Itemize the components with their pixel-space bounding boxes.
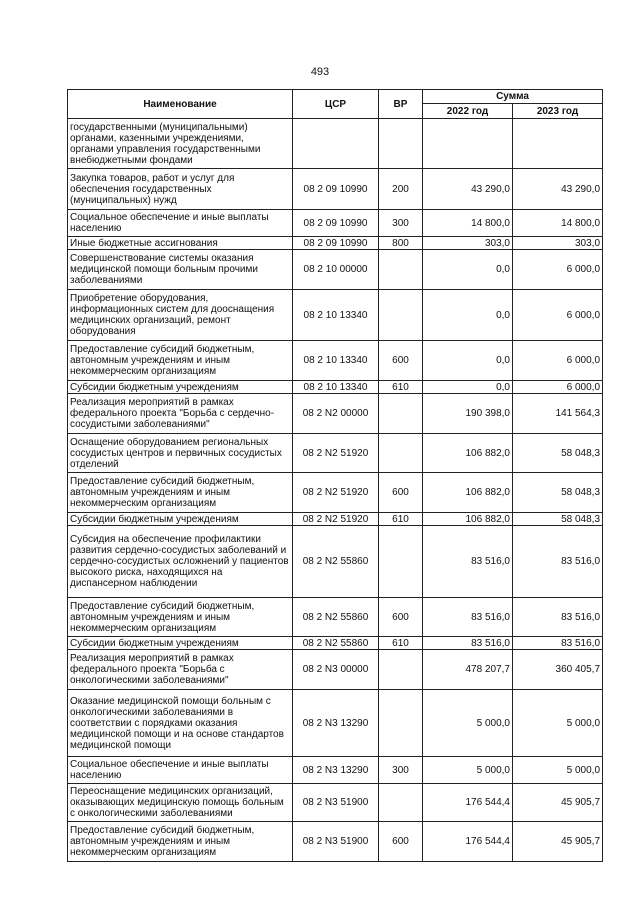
- row-value-2022: 0,0: [423, 341, 513, 381]
- row-value-2023: 5 000,0: [513, 757, 603, 784]
- row-csr: 08 2 N3 13290: [293, 690, 379, 757]
- row-vr: [379, 290, 423, 341]
- table-row: [68, 757, 603, 784]
- row-name: Субсидии бюджетным учреждениям: [68, 381, 293, 394]
- row-value-2022: 0,0: [423, 250, 513, 290]
- budget-table: [67, 89, 603, 862]
- row-value-2022: 43 290,0: [423, 169, 513, 210]
- row-value-2023: 83 516,0: [513, 637, 603, 650]
- row-name: Субсидия на обеспечение профилактики развития сердечно-сосудистых заболеваний и сердечно-сосудистых осложнений у пациентов высокого риска, находящихся на диспансерном наблюдении: [68, 526, 293, 598]
- row-value-2023: 6 000,0: [513, 250, 603, 290]
- table-row: [68, 513, 603, 526]
- row-value-2022: 106 882,0: [423, 513, 513, 526]
- row-value-2023: 45 905,7: [513, 822, 603, 862]
- row-name: Переоснащение медицинских организаций, оказывающих медицинскую помощь больным с онкологическими заболеваниями: [68, 784, 293, 822]
- row-value-2022: 190 398,0: [423, 394, 513, 434]
- row-value-2023: 83 516,0: [513, 598, 603, 637]
- row-name: Социальное обеспечение и иные выплаты населению: [68, 757, 293, 784]
- row-vr: 300: [379, 210, 423, 237]
- row-value-2022: 0,0: [423, 290, 513, 341]
- header-2022: 2022 год: [423, 104, 513, 119]
- row-vr: 610: [379, 513, 423, 526]
- row-vr: 300: [379, 757, 423, 784]
- table-row: [68, 250, 603, 290]
- row-name: Предоставление субсидий бюджетным, автономным учреждениям и иным некоммерческим организациям: [68, 341, 293, 381]
- row-name: Предоставление субсидий бюджетным, автономным учреждениям и иным некоммерческим организациям: [68, 598, 293, 637]
- row-vr: 610: [379, 637, 423, 650]
- row-vr: 600: [379, 822, 423, 862]
- row-value-2022: 478 207,7: [423, 650, 513, 690]
- row-csr: 08 2 N3 00000: [293, 650, 379, 690]
- row-csr: 08 2 N2 51920: [293, 513, 379, 526]
- table-row: [68, 784, 603, 822]
- row-name: Приобретение оборудования, информационных систем для дооснащения медицинских организаций, ремонт оборудования: [68, 290, 293, 341]
- row-value-2023: 43 290,0: [513, 169, 603, 210]
- row-csr: 08 2 N2 51920: [293, 473, 379, 513]
- header-csr: ЦСР: [293, 90, 379, 119]
- row-value-2022: 5 000,0: [423, 757, 513, 784]
- row-value-2023: 6 000,0: [513, 381, 603, 394]
- row-csr: 08 2 09 10990: [293, 237, 379, 250]
- table-row: [68, 473, 603, 513]
- table-row: [68, 119, 603, 169]
- table-row: [68, 434, 603, 473]
- header-2023: 2023 год: [513, 104, 603, 119]
- row-name: Субсидии бюджетным учреждениям: [68, 513, 293, 526]
- row-csr: 08 2 N2 55860: [293, 526, 379, 598]
- row-vr: [379, 119, 423, 169]
- row-csr: 08 2 N2 55860: [293, 598, 379, 637]
- header-sum: Сумма: [423, 90, 603, 104]
- row-value-2023: 303,0: [513, 237, 603, 250]
- row-name: Субсидии бюджетным учреждениям: [68, 637, 293, 650]
- row-value-2023: 83 516,0: [513, 526, 603, 598]
- row-csr: 08 2 N2 55860: [293, 637, 379, 650]
- row-csr: 08 2 09 10990: [293, 210, 379, 237]
- row-vr: 800: [379, 237, 423, 250]
- row-value-2023: 5 000,0: [513, 690, 603, 757]
- table-row: [68, 381, 603, 394]
- row-name: Иные бюджетные ассигнования: [68, 237, 293, 250]
- row-csr: 08 2 09 10990: [293, 169, 379, 210]
- row-value-2023: 6 000,0: [513, 290, 603, 341]
- row-csr: 08 2 N3 13290: [293, 757, 379, 784]
- row-value-2022: 303,0: [423, 237, 513, 250]
- row-value-2023: 6 000,0: [513, 341, 603, 381]
- row-name: Социальное обеспечение и иные выплаты населению: [68, 210, 293, 237]
- row-value-2023: 45 905,7: [513, 784, 603, 822]
- row-vr: 610: [379, 381, 423, 394]
- row-value-2022: [423, 119, 513, 169]
- row-name: Реализация мероприятий в рамках федерального проекта "Борьба с сердечно-сосудистыми заболеваниями": [68, 394, 293, 434]
- table-row: [68, 210, 603, 237]
- row-vr: 600: [379, 341, 423, 381]
- table-row: [68, 394, 603, 434]
- row-value-2023: 141 564,3: [513, 394, 603, 434]
- row-csr: [293, 119, 379, 169]
- row-csr: 08 2 N2 51920: [293, 434, 379, 473]
- table-row: [68, 526, 603, 598]
- row-name: Оказание медицинской помощи больным с онкологическими заболеваниями в соответствии с порядками оказания медицинской помощи и на основе стандартов медицинской помощи: [68, 690, 293, 757]
- row-name: Закупка товаров, работ и услуг для обеспечения государственных (муниципальных) нужд: [68, 169, 293, 210]
- row-value-2023: 58 048,3: [513, 473, 603, 513]
- row-csr: 08 2 10 13340: [293, 290, 379, 341]
- row-name: Совершенствование системы оказания медицинской помощи больным прочими заболеваниями: [68, 250, 293, 290]
- table-row: [68, 637, 603, 650]
- row-csr: 08 2 10 13340: [293, 341, 379, 381]
- table-row: [68, 290, 603, 341]
- row-value-2022: 5 000,0: [423, 690, 513, 757]
- row-value-2022: 83 516,0: [423, 598, 513, 637]
- row-csr: 08 2 10 13340: [293, 381, 379, 394]
- row-vr: 600: [379, 473, 423, 513]
- row-csr: 08 2 N3 51900: [293, 784, 379, 822]
- row-value-2022: 106 882,0: [423, 434, 513, 473]
- row-value-2022: 83 516,0: [423, 637, 513, 650]
- row-vr: [379, 784, 423, 822]
- table-row: [68, 598, 603, 637]
- row-value-2022: 14 800,0: [423, 210, 513, 237]
- row-name: Реализация мероприятий в рамках федерального проекта "Борьба с онкологическими заболеваниями": [68, 650, 293, 690]
- row-value-2022: 83 516,0: [423, 526, 513, 598]
- row-csr: 08 2 10 00000: [293, 250, 379, 290]
- row-vr: [379, 650, 423, 690]
- row-vr: 200: [379, 169, 423, 210]
- row-value-2022: 176 544,4: [423, 784, 513, 822]
- header-name: Наименование: [68, 90, 293, 119]
- table-row: [68, 690, 603, 757]
- row-csr: 08 2 N3 51900: [293, 822, 379, 862]
- row-vr: 600: [379, 598, 423, 637]
- row-csr: 08 2 N2 00000: [293, 394, 379, 434]
- row-value-2022: 0,0: [423, 381, 513, 394]
- row-name: Предоставление субсидий бюджетным, автономным учреждениям и иным некоммерческим организациям: [68, 473, 293, 513]
- row-vr: [379, 394, 423, 434]
- row-vr: [379, 250, 423, 290]
- row-vr: [379, 434, 423, 473]
- row-name: Предоставление субсидий бюджетным, автономным учреждениям и иным некоммерческим организациям: [68, 822, 293, 862]
- row-value-2023: 360 405,7: [513, 650, 603, 690]
- row-vr: [379, 526, 423, 598]
- row-value-2023: 58 048,3: [513, 513, 603, 526]
- page-number: 493: [310, 66, 330, 78]
- table-row: [68, 650, 603, 690]
- row-vr: [379, 690, 423, 757]
- table-row: [68, 169, 603, 210]
- row-value-2023: 14 800,0: [513, 210, 603, 237]
- row-name: Оснащение оборудованием региональных сосудистых центров и первичных сосудистых отделений: [68, 434, 293, 473]
- row-name: государственными (муниципальными) органами, казенными учреждениями, органами управления государственными внебюджетными фондами: [68, 119, 293, 169]
- row-value-2022: 106 882,0: [423, 473, 513, 513]
- row-value-2022: 176 544,4: [423, 822, 513, 862]
- table-row: [68, 822, 603, 862]
- row-value-2023: [513, 119, 603, 169]
- table-row: [68, 237, 603, 250]
- row-value-2023: 58 048,3: [513, 434, 603, 473]
- table-row: [68, 341, 603, 381]
- header-vr: ВР: [379, 90, 423, 119]
